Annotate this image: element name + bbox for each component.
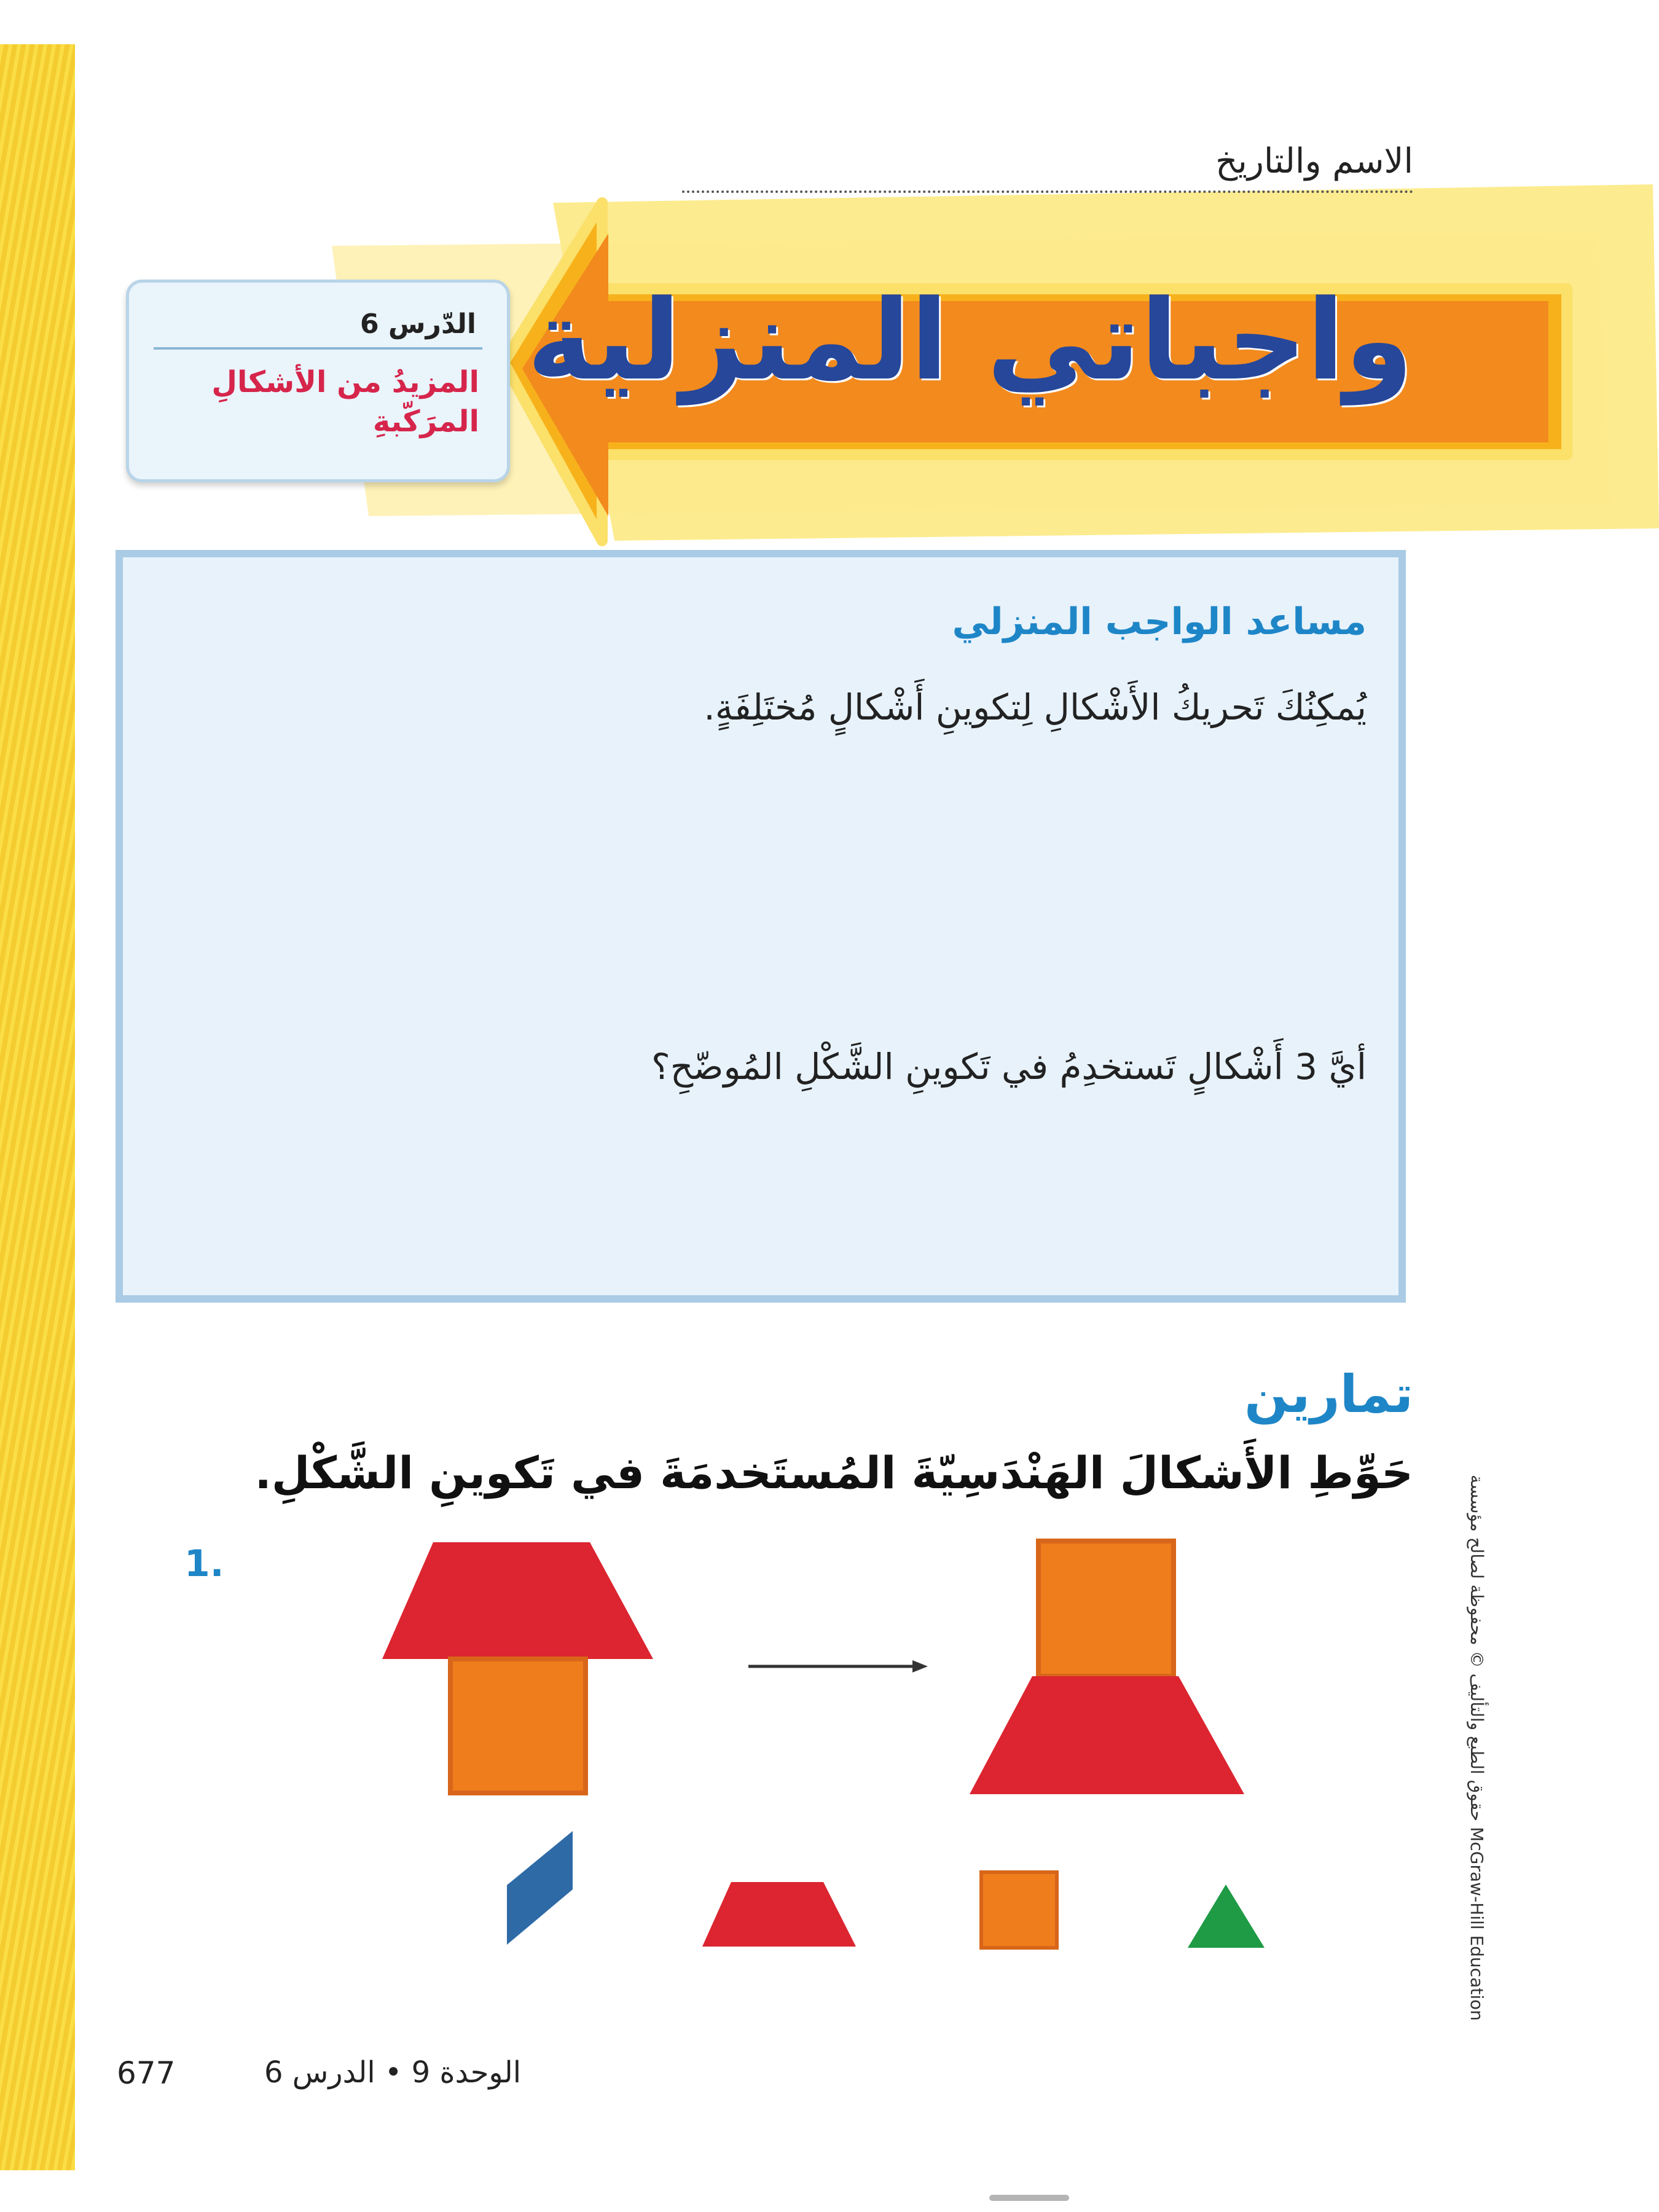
exercises-title: تمارين <box>1244 1364 1413 1424</box>
exercise-number: 1. <box>184 1542 224 1585</box>
exercise-arrow <box>748 1660 928 1673</box>
lesson-topic: المزيدُ من الأشكالِ المرَكّبةِ <box>211 365 479 439</box>
exercise-shape-before <box>382 1542 653 1793</box>
copyright-text: حقوق الطبع والتأليف © محفوظة لصالح مؤسسة McGraw-Hill Education <box>1467 1475 1487 2021</box>
lesson-divider <box>154 347 482 350</box>
name-date-line[interactable] <box>682 190 1413 193</box>
helper-text: يُمكِنُكَ تَحريكُ الأَشْكالِ لِتكوينِ أَشْكالٍ مُختَلِفَةٍ. <box>704 686 1367 728</box>
exercise-choices <box>507 1831 1265 1948</box>
page-number: 677 <box>117 2055 176 2091</box>
name-date-label: الاسم والتاريخ <box>1215 141 1413 181</box>
unit-lesson-label: الوحدة 9 • الدرس 6 <box>264 2055 522 2090</box>
homework-helper-box <box>116 550 1406 1303</box>
page-title: واجباتي المنزلية <box>527 276 1413 405</box>
lesson-card <box>126 280 510 482</box>
helper-title: مساعد الواجب المنزلي <box>952 600 1367 643</box>
helper-question: أيَّ 3 أَشْكالٍ تَستخدِمُ في تَكوينِ الشَّكْلِ المُوضّحِ؟ <box>651 1046 1367 1088</box>
copyright-notice <box>1459 1475 1496 2021</box>
exercises-instruction: حَوِّطِ الأَشكالَ الهَنْدَسِيّةَ المُستَخدمَةَ في تَكوينِ الشَّكْلِ. <box>254 1447 1413 1499</box>
home-indicator[interactable] <box>989 2195 1069 2201</box>
exercise-shape-after <box>970 1541 1244 1794</box>
lesson-number: الدّرس 6 <box>359 308 476 340</box>
